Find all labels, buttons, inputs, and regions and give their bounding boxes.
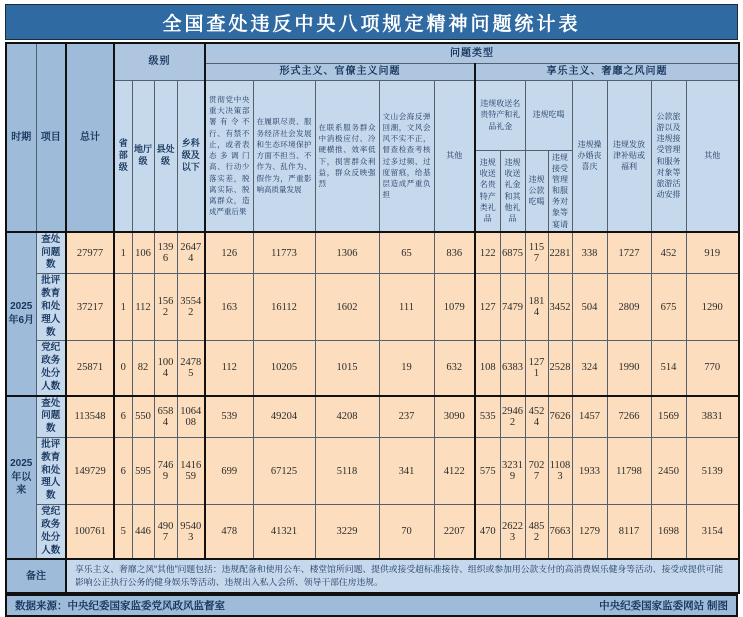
data-cell: 1306 — [315, 232, 379, 274]
col-header-dining-public: 违规公款吃喝 — [525, 150, 548, 232]
statistics-table — [5, 42, 740, 594]
col-header-item: 项目 — [36, 43, 66, 232]
period-cell: 2025年以来 — [6, 396, 36, 560]
data-cell: 108 — [475, 341, 500, 396]
table-row — [6, 341, 739, 396]
data-cell: 7663 — [548, 505, 572, 560]
data-cell: 632 — [434, 341, 475, 396]
col-header-hedonism-group: 享乐主义、奢靡之风问题 — [475, 63, 739, 80]
data-cell: 237 — [379, 396, 434, 438]
remark-text: 享乐主义、奢靡之风“其他”问题包括：违规配备和使用公车、楼堂馆所问题、提供或接受超标准接待、组织或参加用公款支付的高消费娱乐健身等活动、接受或提供可能影响公正执行公务的健身娱乐等活动、违规出入私人会所、领导干部住房违规。 — [66, 559, 739, 593]
data-cell: 35542 — [177, 274, 205, 341]
data-cell: 504 — [572, 274, 607, 341]
data-cell: 3090 — [434, 396, 475, 438]
data-cell: 27977 — [66, 232, 114, 274]
data-cell: 37217 — [66, 274, 114, 341]
data-cell: 49204 — [253, 396, 315, 438]
data-cell: 1157 — [525, 232, 548, 274]
data-cell: 5139 — [686, 438, 739, 505]
data-cell: 1698 — [651, 505, 686, 560]
col-header-period: 时期 — [6, 43, 36, 232]
data-cell: 2450 — [651, 438, 686, 505]
data-cell: 5118 — [315, 438, 379, 505]
col-header-wedding-funeral: 违规操办婚丧喜庆 — [572, 80, 607, 232]
data-cell: 1 — [114, 232, 132, 274]
data-cell: 1602 — [315, 274, 379, 341]
data-cell: 141659 — [177, 438, 205, 505]
col-header-allowances: 违规发放津补贴或福利 — [607, 80, 651, 232]
data-cell: 7479 — [500, 274, 525, 341]
data-cell: 1015 — [315, 341, 379, 396]
data-cell: 4852 — [525, 505, 548, 560]
data-cell: 8117 — [607, 505, 651, 560]
data-cell: 919 — [686, 232, 739, 274]
data-cell: 0 — [114, 341, 132, 396]
data-cell: 149729 — [66, 438, 114, 505]
data-cell: 19 — [379, 341, 434, 396]
data-cell: 100761 — [66, 505, 114, 560]
col-header-public-travel: 公款旅游以及违规接受管理和服务对象等旅游活动安排 — [651, 80, 686, 232]
data-cell: 26223 — [500, 505, 525, 560]
data-cell: 4122 — [434, 438, 475, 505]
data-cell: 324 — [572, 341, 607, 396]
data-cell: 29462 — [500, 396, 525, 438]
col-header-level-group: 级别 — [114, 43, 205, 80]
col-header-formalism-1: 贯彻党中央重大决策部署有令不行、有禁不止，或者表态多调门高、行动少落实差，脱离实际、脱离群众，造成严重后果 — [205, 80, 253, 232]
col-header-formalism-3: 在联系服务群众中消极应付、冷硬横推、效率低下，损害群众利益，群众反映强烈 — [315, 80, 379, 232]
col-header-level-county: 县处级 — [154, 80, 177, 232]
data-cell: 470 — [475, 505, 500, 560]
data-cell: 2528 — [548, 341, 572, 396]
row-label: 查处问题数 — [36, 396, 66, 438]
data-cell: 539 — [205, 396, 253, 438]
data-cell: 1079 — [434, 274, 475, 341]
data-cell: 1279 — [572, 505, 607, 560]
data-cell: 1569 — [651, 396, 686, 438]
data-cell: 5 — [114, 505, 132, 560]
data-cell: 2809 — [607, 274, 651, 341]
table-row — [6, 396, 739, 438]
col-header-hedonism-other: 其他 — [686, 80, 739, 232]
data-cell: 4907 — [154, 505, 177, 560]
footer-data-source: 数据来源：中央纪委国家监委党风政风监督室 — [15, 600, 225, 613]
col-header-gifts-group: 违规收送名贵特产和礼品礼金 — [475, 80, 525, 150]
row-label: 批评教育和处理人数 — [36, 274, 66, 341]
col-header-formalism-4: 文山会海反弹回潮，文风会风不实不正，督查检查考核过多过频、过度留痕，给基层造成严重负担 — [379, 80, 434, 232]
data-cell: 4524 — [525, 396, 548, 438]
col-header-formalism-group: 形式主义、官僚主义问题 — [205, 63, 475, 80]
data-cell: 446 — [132, 505, 154, 560]
data-cell: 514 — [651, 341, 686, 396]
row-label: 查处问题数 — [36, 232, 66, 274]
data-cell: 1727 — [607, 232, 651, 274]
data-cell: 1457 — [572, 396, 607, 438]
col-header-gifts-specialty: 违规收送名贵特产类礼品 — [475, 150, 500, 232]
data-cell: 7469 — [154, 438, 177, 505]
data-cell: 7266 — [607, 396, 651, 438]
data-cell: 112 — [205, 341, 253, 396]
table-row — [6, 274, 739, 341]
data-cell: 25871 — [66, 341, 114, 396]
col-header-gifts-money: 违规收送礼金和其他礼品 — [500, 150, 525, 232]
data-cell: 11083 — [548, 438, 572, 505]
col-header-level-prefecture: 地厅级 — [132, 80, 154, 232]
col-header-problem-type: 问题类型 — [205, 43, 739, 63]
data-cell: 67125 — [253, 438, 315, 505]
data-cell: 1 — [114, 274, 132, 341]
data-cell: 127 — [475, 274, 500, 341]
data-cell: 106408 — [177, 396, 205, 438]
data-cell: 1814 — [525, 274, 548, 341]
data-cell: 4208 — [315, 396, 379, 438]
header-row-3 — [6, 80, 739, 150]
data-cell: 3154 — [686, 505, 739, 560]
data-cell: 550 — [132, 396, 154, 438]
data-cell: 6 — [114, 438, 132, 505]
remark-row — [6, 559, 739, 593]
data-cell: 1396 — [154, 232, 177, 274]
row-label: 批评教育和处理人数 — [36, 438, 66, 505]
data-cell: 82 — [132, 341, 154, 396]
data-cell: 70 — [379, 505, 434, 560]
data-cell: 41321 — [253, 505, 315, 560]
data-cell: 7027 — [525, 438, 548, 505]
table-row — [6, 232, 739, 274]
data-cell: 24785 — [177, 341, 205, 396]
data-cell: 1933 — [572, 438, 607, 505]
data-cell: 65 — [379, 232, 434, 274]
row-label: 党纪政务处分人数 — [36, 505, 66, 560]
data-cell: 112 — [132, 274, 154, 341]
footer-bar — [5, 594, 738, 617]
data-cell: 341 — [379, 438, 434, 505]
col-header-total: 总计 — [66, 43, 114, 232]
data-cell: 575 — [475, 438, 500, 505]
data-cell: 111 — [379, 274, 434, 341]
col-header-formalism-2: 在履职尽责、服务经济社会发展和生态环境保护方面不担当、不作为、乱作为、假作为，严重影响高质量发展 — [253, 80, 315, 232]
col-header-level-township: 乡科级及以下 — [177, 80, 205, 232]
footer-credit: 中央纪委国家监委网站 制图 — [599, 600, 728, 613]
data-cell: 7626 — [548, 396, 572, 438]
col-header-formalism-other: 其他 — [434, 80, 475, 232]
data-cell: 11773 — [253, 232, 315, 274]
table-row — [6, 438, 739, 505]
data-cell: 452 — [651, 232, 686, 274]
data-cell: 595 — [132, 438, 154, 505]
data-cell: 3452 — [548, 274, 572, 341]
data-cell: 1562 — [154, 274, 177, 341]
data-cell: 3831 — [686, 396, 739, 438]
statistics-page — [5, 4, 738, 617]
data-cell: 6875 — [500, 232, 525, 274]
data-cell: 3229 — [315, 505, 379, 560]
data-cell: 535 — [475, 396, 500, 438]
data-cell: 113548 — [66, 396, 114, 438]
remark-label: 备注 — [6, 559, 66, 593]
data-cell: 1004 — [154, 341, 177, 396]
data-cell: 1271 — [525, 341, 548, 396]
col-header-level-province: 省部级 — [114, 80, 132, 232]
page-title: 全国查处违反中央八项规定精神问题统计表 — [5, 4, 738, 40]
data-cell: 675 — [651, 274, 686, 341]
header-row-1 — [6, 43, 739, 63]
data-cell: 11798 — [607, 438, 651, 505]
data-cell: 2281 — [548, 232, 572, 274]
data-cell: 770 — [686, 341, 739, 396]
data-cell: 106 — [132, 232, 154, 274]
data-cell: 126 — [205, 232, 253, 274]
period-cell: 2025年6月 — [6, 232, 36, 396]
data-cell: 6584 — [154, 396, 177, 438]
data-cell: 122 — [475, 232, 500, 274]
data-cell: 699 — [205, 438, 253, 505]
data-cell: 32319 — [500, 438, 525, 505]
data-cell: 6383 — [500, 341, 525, 396]
data-cell: 836 — [434, 232, 475, 274]
data-cell: 26474 — [177, 232, 205, 274]
table-row — [6, 505, 739, 560]
col-header-dining-group: 违规吃喝 — [525, 80, 572, 150]
data-cell: 6 — [114, 396, 132, 438]
row-label: 党纪政务处分人数 — [36, 341, 66, 396]
data-cell: 163 — [205, 274, 253, 341]
data-cell: 478 — [205, 505, 253, 560]
data-cell: 1290 — [686, 274, 739, 341]
data-cell: 16112 — [253, 274, 315, 341]
data-cell: 1990 — [607, 341, 651, 396]
col-header-dining-banquet: 违规接受管理和服务对象等宴请 — [548, 150, 572, 232]
data-cell: 95403 — [177, 505, 205, 560]
data-cell: 338 — [572, 232, 607, 274]
data-cell: 2207 — [434, 505, 475, 560]
data-cell: 10205 — [253, 341, 315, 396]
